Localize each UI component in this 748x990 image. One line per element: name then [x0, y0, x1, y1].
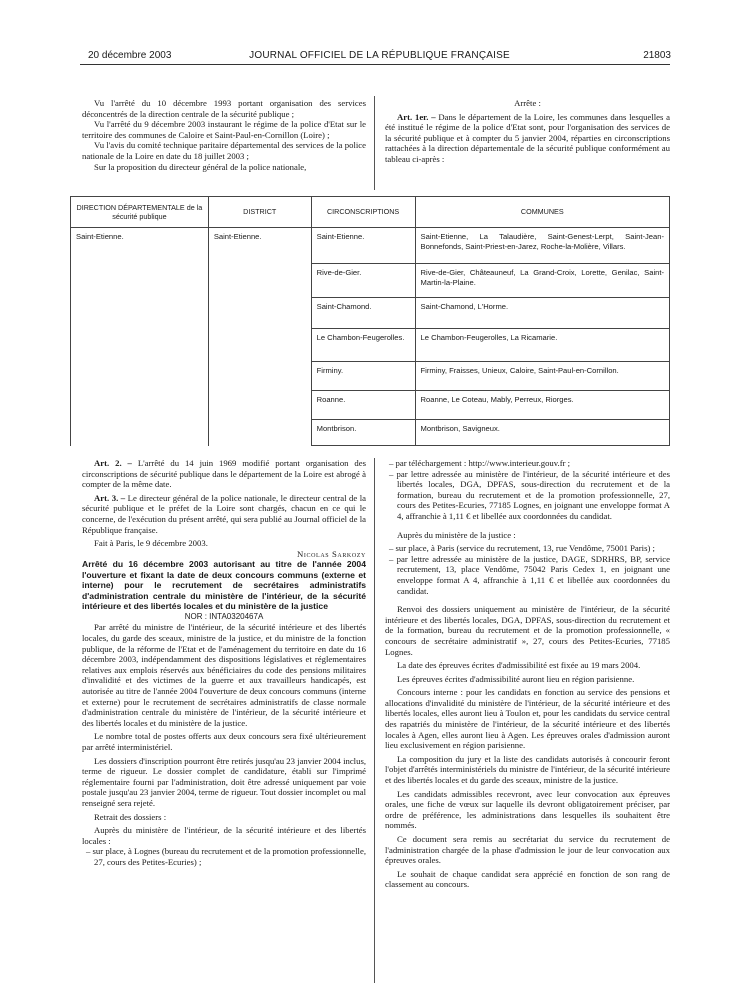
communes-cell: Roanne, Le Coteau, Mably, Perreux, Riorges. — [415, 391, 669, 420]
body-paragraph: Les dossiers d'inscription pourront être retirés jusqu'au 23 janvier 2004 inclus, terme de rigueur. Le dossier complet de candidature, établi sur l'imprimé réglementaire fourni par l'administration, doit être adressé uniquement par voie postale jusqu'au 23 janvier 2004, terme de rigueur. Tout dossier incomplet ou mal renseigné sera rejeté. — [82, 755, 366, 808]
article-3-label: Art. 3. – — [94, 492, 126, 503]
header-page-number: 21803 — [643, 50, 671, 61]
article-2-label: Art. 2. – — [94, 458, 132, 468]
body-paragraph: Concours interne : pour les candidats en fonction au service des pensions et allocations d'invalidité du ministère de l'intérieur, de la sécurité intérieure et des libertés locales, elles auront lieu à Toulon et, pour les candidats du service central des rapatriés du ministère de l'intérieur, de la sécurité intérieure et des libertés locales à Agen, elles auront lieu à Agen. Les épreuves orales d'admission auront lieu exclusivement en région parisienne. — [385, 687, 670, 751]
communes-cell: Saint-Etienne, La Talaudière, Saint-Genest-Lerpt, Saint-Jean-Bonnefonds, Saint-Priest-en-Jarez, Roche-la-Molière, Villars. — [415, 228, 669, 264]
body-paragraph: Auprès du ministère de la justice : — [397, 529, 516, 540]
circonscription-cell: Firminy. — [311, 362, 415, 391]
communes-cell: Le Chambon-Feugerolles, La Ricamarie. — [415, 329, 669, 362]
list-item: – par téléchargement : http://www.interieur.gouv.fr ; — [389, 458, 571, 468]
circonscription-cell: Saint-Chamond. — [311, 298, 415, 329]
header-date: 20 décembre 2003 — [88, 50, 172, 61]
article-1 — [385, 112, 670, 165]
circonscription-cell: Roanne. — [311, 391, 415, 420]
communes-cell: Saint-Chamond, L'Horme. — [415, 298, 669, 329]
circonscription-cell: Saint-Etienne. — [311, 228, 415, 264]
circonscription-cell: Rive-de-Gier. — [311, 264, 415, 298]
column-divider — [374, 458, 375, 983]
body-paragraph: Les épreuves écrites d'admissibilité auront lieu en région parisienne. — [397, 673, 635, 684]
visa-paragraph: Vu l'arrêté du 10 décembre 1993 portant organisation des services déconcentrés de la direction centrale de la sécurité publique ; — [82, 98, 366, 119]
table-row — [71, 228, 670, 264]
bottom-left-column — [82, 458, 366, 868]
direction-cell: Saint-Etienne. — [71, 228, 209, 446]
body-paragraph: La date des épreuves écrites d'admissibilité est fixée au 19 mars 2004. — [397, 660, 641, 671]
article-2-text: L'arrêté du 14 juin 1969 modifié portant organisation des circonscriptions de sécurité publique dans le département de la Loire est abrogé à compter de la même date. — [82, 458, 367, 490]
visa-paragraph: Vu l'arrêté du 9 décembre 2003 instaurant le régime de la police d'Etat sur le territoire des communes de Caloire et Saint-Paul-en-Cornillon (Loire) ; — [82, 119, 366, 140]
article-2 — [82, 458, 366, 490]
article-1-label: Art. 1er. – — [397, 111, 436, 122]
body-paragraph: Les candidats admissibles recevront, avec leur convocation aux épreuves orales, une fiche de vœux sur laquelle ils devront obligatoirement préciser, par ordre de préférence, les administrations dans lesquelles ils souhaitent être nommés. — [385, 788, 670, 831]
bottom-right-column — [385, 458, 670, 890]
nor-reference: NOR : INTA0320467A — [184, 611, 264, 621]
table-header-row — [71, 197, 670, 228]
header-communes: COMMUNES — [415, 197, 669, 228]
top-right-column — [385, 98, 670, 165]
header-direction: DIRECTION DÉPARTEMENTALE de la sécurité publique — [71, 197, 209, 228]
body-paragraph: Ce document sera remis au secrétariat du service du recrutement de l'administration chargée de la phase d'admission le jour de leur convocation aux épreuves orales. — [385, 834, 670, 866]
list-item: – par lettre adressée au ministère de la justice, DAGE, SDRHRS, BP, service recrutement, 13, place Vendôme, 75042 Paris Cedex 1, en joignant une enveloppe format A 4, affranchie à 1,11 € et libellée aux coordonnées du candidat. — [389, 553, 670, 596]
district-cell: Saint-Etienne. — [208, 228, 311, 446]
body-paragraph: Le souhait de chaque candidat sera apprécié en fonction de son rang de classement au concours. — [385, 868, 670, 890]
circonscription-cell: Le Chambon-Feugerolles. — [311, 329, 415, 362]
header-circonscriptions: CIRCONSCRIPTIONS — [311, 197, 415, 228]
list-item: – sur place, à Paris (service du recrutement, 13, rue Vendôme, 75001 Paris) ; — [389, 543, 655, 554]
circonscriptions-table — [70, 196, 670, 446]
visa-paragraph: Sur la proposition du directeur général de la police nationale, — [94, 161, 307, 172]
header-journal-title: JOURNAL OFFICIEL DE LA RÉPUBLIQUE FRANÇAISE — [249, 50, 510, 61]
communes-cell: Rive-de-Gier, Châteauneuf, La Grand-Croix, Lorette, Genilac, Saint-Martin-la-Plaine. — [415, 264, 669, 298]
column-divider — [374, 96, 375, 190]
fait-a-paris: Fait à Paris, le 9 décembre 2003. — [94, 538, 208, 549]
communes-cell: Montbrison, Savigneux. — [415, 420, 669, 446]
visa-paragraph: Vu l'avis du comité technique paritaire départemental des services de la police nationale de la Loire en date du 18 juillet 2003 ; — [82, 140, 366, 161]
article-1-text: Dans le département de la Loire, les communes dans lesquelles a été institué le régime de la police d'Etat sont, pour l'organisation des services de la sécurité publique et à compter du 5 janvier 2004, réparties en circonscriptions rattachées à la direction départementale de la sécurité publique conformément au tableau ci-après : — [385, 111, 671, 164]
body-paragraph: Retrait des dossiers : — [94, 811, 167, 822]
header-rule — [80, 64, 670, 65]
signature: Nicolas Sarkozy — [297, 548, 366, 559]
list-item: – sur place, à Lognes (bureau du recrutement et de la promotion professionnelle, 27, cours des Petites-Ecuries) ; — [86, 846, 366, 867]
body-paragraph: Renvoi des dossiers uniquement au ministère de l'intérieur, de la sécurité intérieure et des libertés locales, DGA, DPFAS, sous-direction du recrutement et de la formation, bureau du recrutement et de la promotion professionnelle, « concours de secrétaire administratif », 27, cours des Petites-Ecuries, 77185 Lognes. — [385, 604, 670, 657]
body-paragraph: Le nombre total de postes offerts aux deux concours sera fixé ultérieurement par arrêté interministériel. — [82, 731, 366, 752]
article-3-text: Le directeur général de la police nationale, le directeur central de la sécurité publique et le préfet de la Loire sont chargés, chacun en ce qui le concerne, de l'exécution du présent arrêté, qui sera publié au Journal officiel de la République française. — [82, 492, 367, 535]
body-paragraph: Par arrêté du ministre de l'intérieur, de la sécurité intérieure et des libertés locales, du garde des sceaux, ministre de la justice, et du ministre de la fonction publique, de la réforme de l'Etat et de l'aménagement du territoire en date du 16 décembre 2003, indépendamment des dispositions législatives et réglementaires relatives aux emplois réservés aux bénéficiaires du code des pensions militaires d'invalidité et des victimes de la guerre et aux travailleurs handicapés, est autorisée au titre de l'année 2004 l'ouverture de deux concours communs (interne et externe) pour le recrutement de secrétaires administratifs de classe normale d'administration centrale du ministère de l'intérieur, de la sécurité intérieure et des libertés locales et du ministère de la justice. — [82, 622, 366, 728]
arrete-heading: Arrête : — [514, 98, 541, 108]
circonscription-cell: Montbrison. — [311, 420, 415, 446]
communes-cell: Firminy, Fraisses, Unieux, Caloire, Saint-Paul-en-Cornillon. — [415, 362, 669, 391]
article-3 — [82, 493, 366, 535]
list-item: – par lettre adressée au ministère de l'intérieur, de la sécurité intérieure et des libertés locales, DGA, DPFAS, sous-direction du recrutement et de la formation, bureau du recrutement et de la promotion professionnelle, 27, cours des Petites-Ecuries, 77185 Lognes, en joignant une enveloppe format A 4, affranchie à 1,11 € et libellée aux coordonnées du candidat. — [389, 468, 670, 521]
body-paragraph: La composition du jury et la liste des candidats autorisés à concourir feront l'objet d'arrêtés interministériels du ministre de l'intérieur, de la sécurité intérieure et des libertés locales et du garde des sceaux, ministre de la justice. — [385, 753, 670, 786]
arrete-title: Arrêté du 16 décembre 2003 autorisant au titre de l'année 2004 l'ouverture et fixant la date de deux concours communs (externe et interne) pour le recrutement de secrétaires administratifs d'administration centrale du ministère de l'intérieur, de la sécurité intérieure et des libertés locales et du ministère de la justice — [82, 559, 366, 612]
header-district: DISTRICT — [208, 197, 311, 228]
top-left-column — [82, 98, 366, 172]
body-paragraph: Auprès du ministère de l'intérieur, de la sécurité intérieure et des libertés locales : — [82, 825, 366, 846]
